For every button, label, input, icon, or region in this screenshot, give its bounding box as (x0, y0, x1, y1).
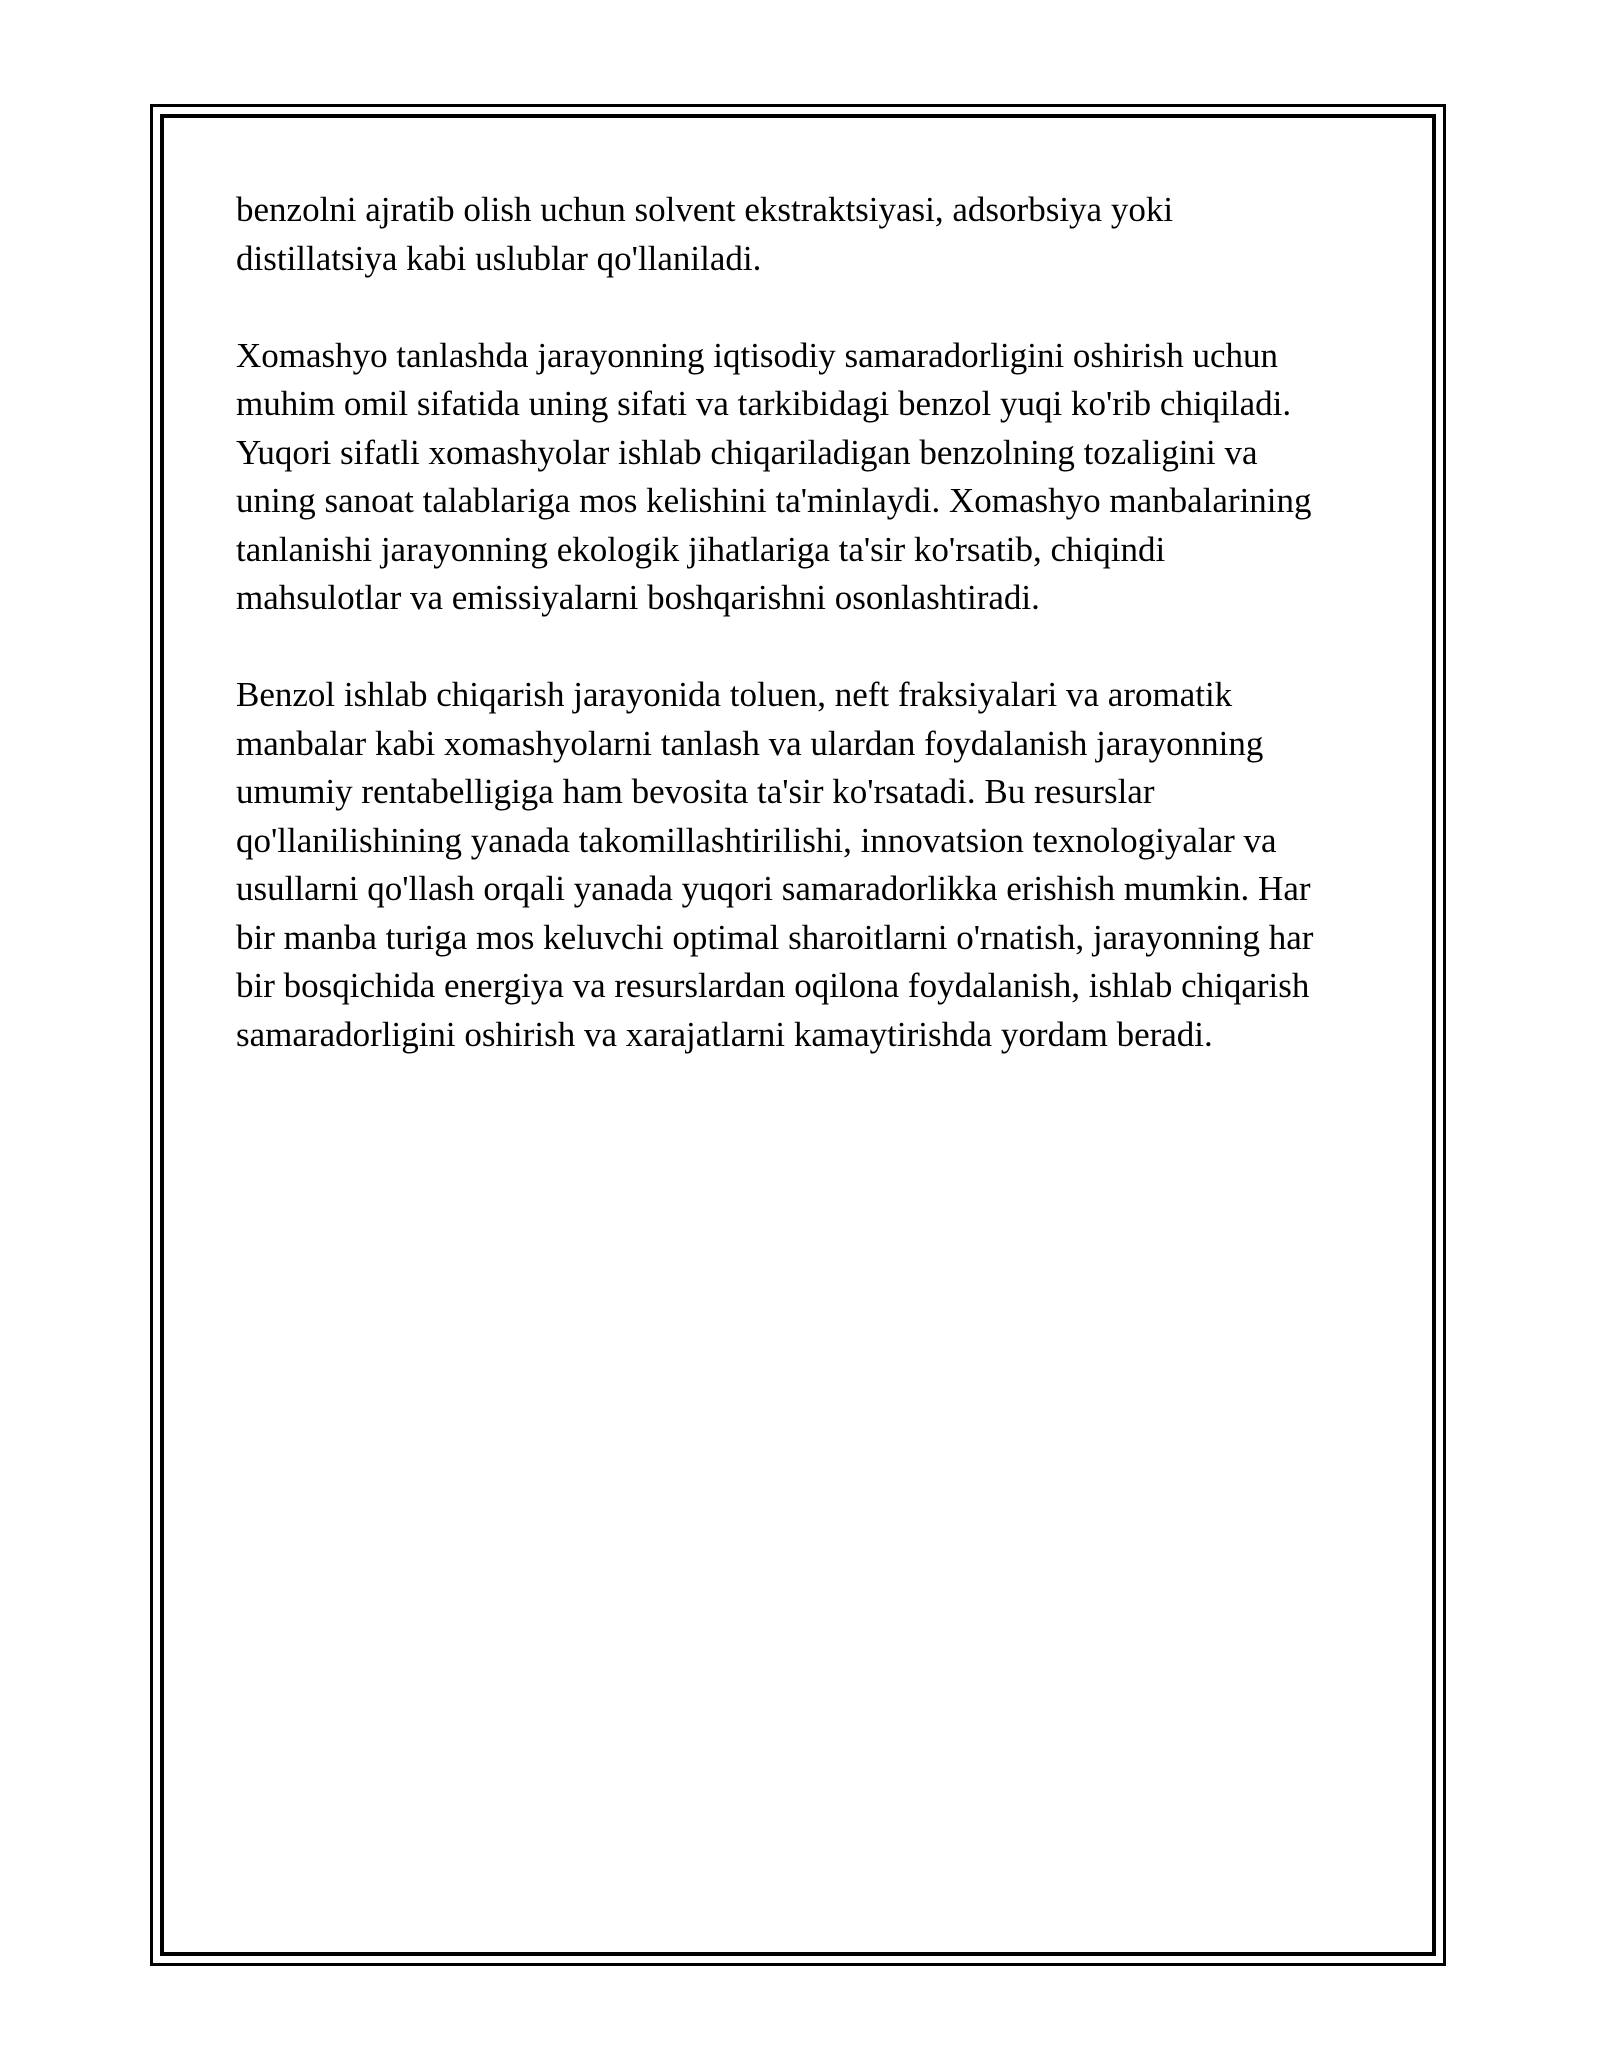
document-body (236, 186, 1376, 1108)
paragraph-2: Xomashyo tanlashda jarayonning iqtisodiy samaradorligini oshirish uchun muhim omil sifatida uning sifati va tarkibidagi benzol yuqi ko'rib chiqiladi. Yuqori sifatli xomashyolar ishlab chiqariladigan benzolning tozaligini va uning sanoat talablariga mos kelishini ta'minlaydi. Xomashyo manbalarining tanlanishi jarayonning ekologik jihatlariga ta'sir ko'rsatib, chiqindi mahsulotlar va emissiyalarni boshqarishni osonlashtiradi. (236, 335, 1312, 617)
paragraph-1: benzolni ajratib olish uchun solvent ekstraktsiyasi, adsorbsiya yoki distillatsiya kabi uslublar qo'llaniladi. (236, 190, 1174, 278)
paragraph-3: Benzol ishlab chiqarish jarayonida toluen, neft fraksiyalari va aromatik manbalar kabi xomashyolarni tanlash va ulardan foydalanish jarayonning umumiy rentabelligiga ham bevosita ta'sir ko'rsatadi. Bu resurslar qo'llanilishining yanada takomillashtirilishi, innovatsion texnologiyalar va usullarni qo'llash orqali yanada yuqori samaradorlikka erishish mumkin. Har bir manba turiga mos keluvchi optimal sharoitlarni o'rnatish, jarayonning har bir bosqichida energiya va resurslardan oqilona foydalanish, ishlab chiqarish samaradorligini oshirish va xarajatlarni kamaytirishda yordam beradi. (236, 675, 1314, 1054)
